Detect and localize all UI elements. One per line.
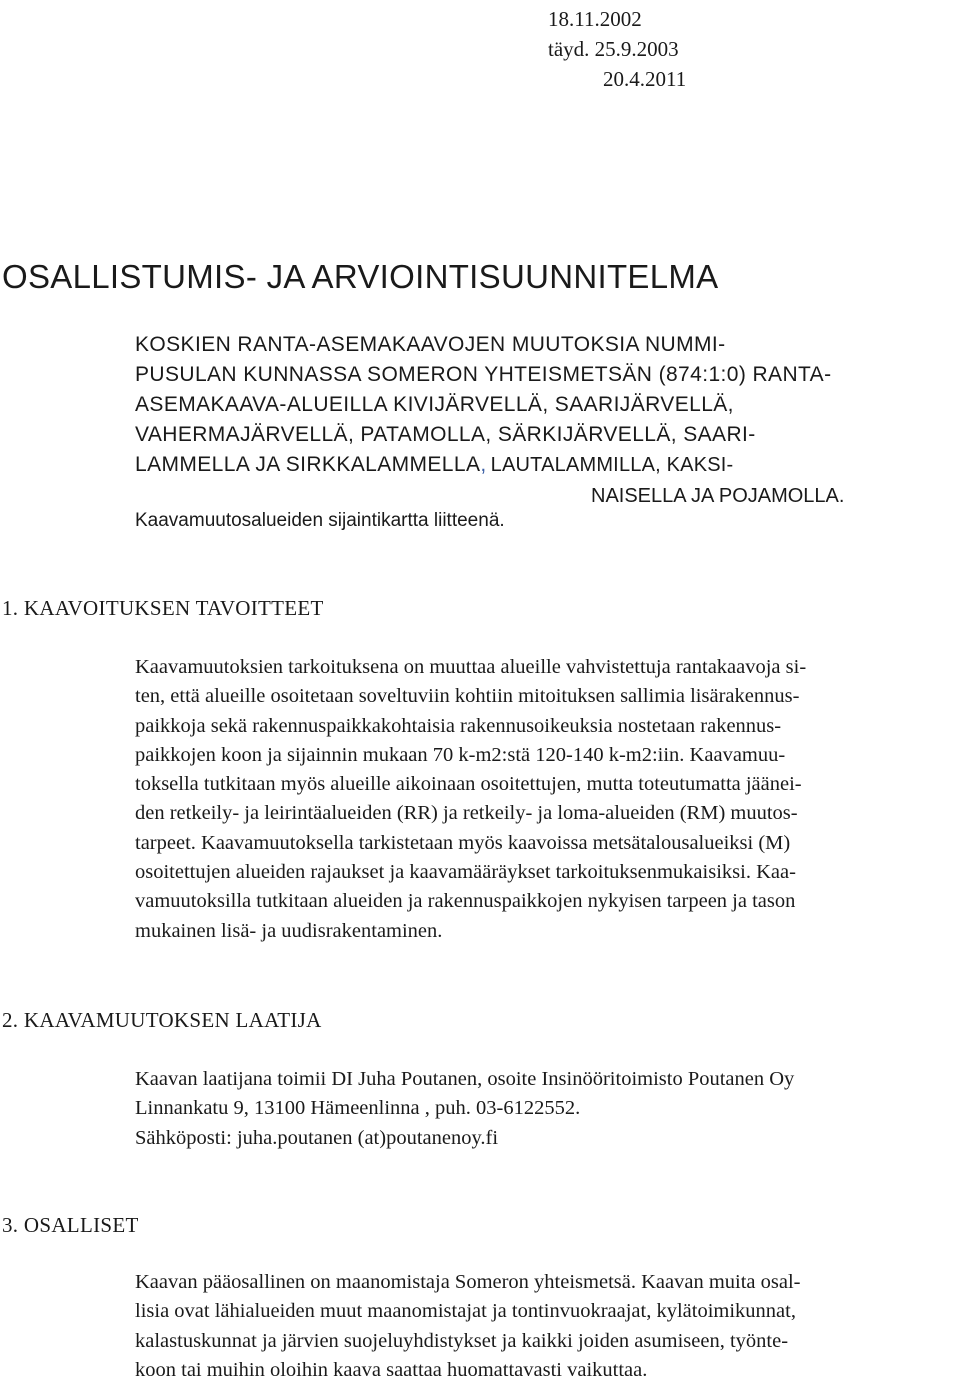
- section-1-heading: 1. KAAVOITUKSEN TAVOITTEET: [2, 596, 324, 620]
- body-line: vamuutoksilla tutkitaan alueiden ja rakennuspaikkojen nykyisen tarpeen ja tason: [135, 890, 796, 913]
- document-subtitle: [135, 330, 831, 480]
- subtitle-line: KOSKIEN RANTA-ASEMAKAAVOJEN MUUTOKSIA NUMMI-: [135, 333, 726, 356]
- body-line: Kaavan pääosallinen on maanomistaja Someron yhteismetsä. Kaavan muita osal-: [135, 1271, 801, 1293]
- map-attachment-note: Kaavamuutosalueiden sijaintikartta liitteenä.: [135, 510, 505, 531]
- subtitle-line: PUSULAN KUNNASSA SOMERON YHTEISMETSÄN (874:1:0) RANTA-: [135, 363, 832, 386]
- subtitle-continuation: LAUTALAMMILLA, KAKSI-: [490, 454, 734, 476]
- section-2-body: [135, 1065, 950, 1153]
- subtitle-line: ASEMAKAAVA-ALUEILLA KIVIJÄRVELLÄ, SAARIJÄRVELLÄ,: [135, 393, 734, 416]
- subtitle-comma: ,: [480, 453, 487, 476]
- date-revised: 20.4.2011: [603, 67, 687, 91]
- body-line: lisia ovat lähialueiden muut maanomistajat ja tontinvuokraajat, kylätoimikunnat,: [135, 1300, 796, 1323]
- section-3-body: [135, 1268, 950, 1385]
- subtitle-line: VAHERMAJÄRVELLÄ, PATAMOLLA, SÄRKIJÄRVELLÄ, SAARI-: [135, 423, 756, 446]
- body-line: tarpeet. Kaavamuutoksella tarkistetaan myös kaavoissa metsätalousalueiksi (M): [135, 831, 791, 854]
- subtitle-continuation-2: NAISELLA JA POJAMOLLA.: [591, 485, 845, 507]
- body-line: paikkojen koon ja sijainnin mukaan 70 k-m2:stä 120-140 k-m2:iin. Kaavamuu-: [135, 743, 786, 766]
- body-line: ten, että alueille osoitetaan soveltuviin kohtiin mitoituksen sallimia lisärakennus-: [135, 685, 800, 708]
- body-line: Linnankatu 9, 13100 Hämeenlinna , puh. 03-6122552.: [135, 1097, 581, 1120]
- body-line: osoitettujen alueiden rajaukset ja kaavamääräykset tarkoituksenmukaisiksi. Kaa-: [135, 861, 796, 884]
- body-line: den retkeily- ja leirintäalueiden (RR) ja retkeily- ja loma-alueiden (RM) muutos-: [135, 802, 798, 825]
- subtitle-line-last: [135, 450, 831, 480]
- document-title: OSALLISTUMIS- JA ARVIOINTISUUNNITELMA: [2, 258, 719, 295]
- body-line: paikkoja sekä rakennuspaikkakohtaisia rakennusoikeuksia nostetaan rakennus-: [135, 714, 782, 737]
- section-1-body: [135, 653, 950, 946]
- body-line: mukainen lisä- ja uudisrakentaminen.: [135, 919, 443, 942]
- body-line: koon tai muihin oloihin kaava saattaa huomattavasti vaikuttaa.: [135, 1358, 648, 1381]
- document-dates: [548, 4, 686, 94]
- body-line: Kaavan laatijana toimii DI Juha Poutanen, osoite Insinööritoimisto Poutanen Oy: [135, 1068, 795, 1090]
- section-3-heading: 3. OSALLISET: [2, 1213, 139, 1237]
- date-original: 18.11.2002: [548, 7, 642, 31]
- date-supplemented: täyd. 25.9.2003: [548, 37, 679, 61]
- subtitle-line: LAMMELLA JA SIRKKALAMMELLA: [135, 453, 481, 476]
- section-2-heading: 2. KAAVAMUUTOKSEN LAATIJA: [2, 1008, 322, 1032]
- body-line: Sähköposti: juha.poutanen (at)poutanenoy.fi: [135, 1126, 499, 1149]
- body-line: toksella tutkitaan myös alueille aikoinaan osoitettujen, mutta toteutumatta jäänei-: [135, 773, 802, 796]
- body-line: kalastuskunnat ja järvien suojeluyhdistykset ja kaikki joiden asumiseen, työnte-: [135, 1329, 789, 1352]
- body-line: Kaavamuutoksien tarkoituksena on muuttaa alueille vahvistettuja rantakaavoja si-: [135, 656, 807, 678]
